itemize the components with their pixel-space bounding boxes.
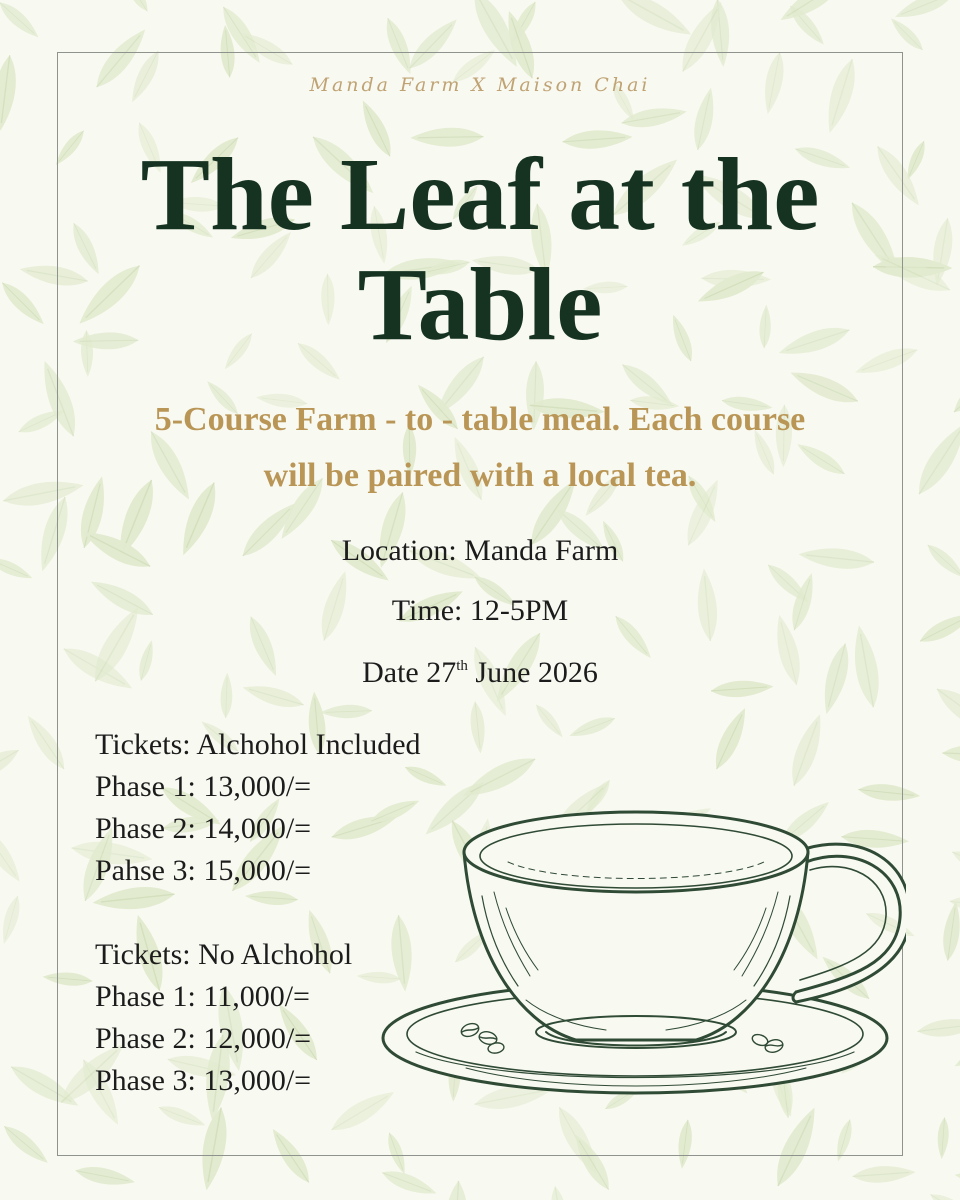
tickets-no-alcohol-phase-3: Phase 3: 13,000/=	[95, 1064, 312, 1097]
event-title-line-2: Table	[357, 247, 603, 362]
tea-leaf-icon	[940, 900, 960, 961]
event-subtitle-line-2: will be paired with a local tea.	[263, 457, 697, 494]
tea-leaf-icon	[916, 1015, 960, 1039]
tea-leaf-icon	[0, 686, 2, 723]
tea-leaf-icon	[887, 14, 927, 54]
tea-leaf-icon	[380, 1166, 440, 1200]
event-date-ordinal: th	[456, 658, 468, 674]
tickets-alcohol-heading: Tickets: Alchohol Included	[95, 728, 421, 761]
tickets-no-alcohol-section	[95, 934, 352, 1102]
tea-leaf-icon	[942, 744, 960, 764]
event-date-day: Date 27	[362, 656, 457, 689]
tea-leaf-icon	[0, 0, 43, 42]
tea-leaf-icon	[954, 1166, 960, 1192]
tea-leaf-icon	[0, 894, 24, 946]
tea-leaf-icon	[613, 0, 697, 44]
tickets-no-alcohol-heading: Tickets: No Alchohol	[95, 938, 353, 971]
event-date-month-year: June 2026	[467, 656, 598, 689]
tea-leaf-icon	[119, 0, 153, 14]
event-subtitle-line-1: 5-Course Farm - to - table meal. Each course	[154, 401, 806, 438]
tea-leaf-icon	[927, 1188, 960, 1200]
tea-leaf-icon	[0, 824, 27, 886]
event-date	[0, 655, 960, 691]
tickets-no-alcohol-phase-1: Phase 1: 11,000/=	[95, 980, 310, 1013]
tea-leaf-icon	[892, 0, 957, 25]
tea-leaf-icon	[74, 1163, 136, 1190]
event-time: Time: 12-5PM	[391, 594, 569, 627]
tea-leaf-icon	[852, 1164, 916, 1185]
event-subtitle	[0, 392, 960, 504]
tea-leaf-icon	[949, 845, 960, 886]
tickets-alcohol-phase-1: Phase 1: 13,000/=	[95, 770, 312, 803]
tea-leaf-icon	[0, 1121, 53, 1169]
tickets-no-alcohol-phase-2: Phase 2: 12,000/=	[95, 1022, 312, 1055]
tea-leaf-icon	[0, 743, 23, 790]
tickets-alcohol-section	[95, 724, 421, 892]
tea-leaf-icon	[936, 1117, 950, 1159]
brand-tagline: Manda Farm X Maison Chai	[309, 74, 651, 96]
event-title	[0, 137, 960, 362]
event-location: Location: Manda Farm	[341, 534, 619, 567]
tickets-alcohol-phase-3: Pahse 3: 15,000/=	[95, 854, 312, 887]
tickets-alcohol-phase-2: Phase 2: 14,000/=	[95, 812, 312, 845]
tea-leaf-icon	[443, 1180, 469, 1200]
tea-leaf-icon	[548, 1185, 571, 1200]
tea-leaf-icon	[951, 1034, 960, 1073]
event-title-line-1: The Leaf at the	[140, 137, 820, 252]
tea-cup-icon	[376, 800, 906, 1110]
